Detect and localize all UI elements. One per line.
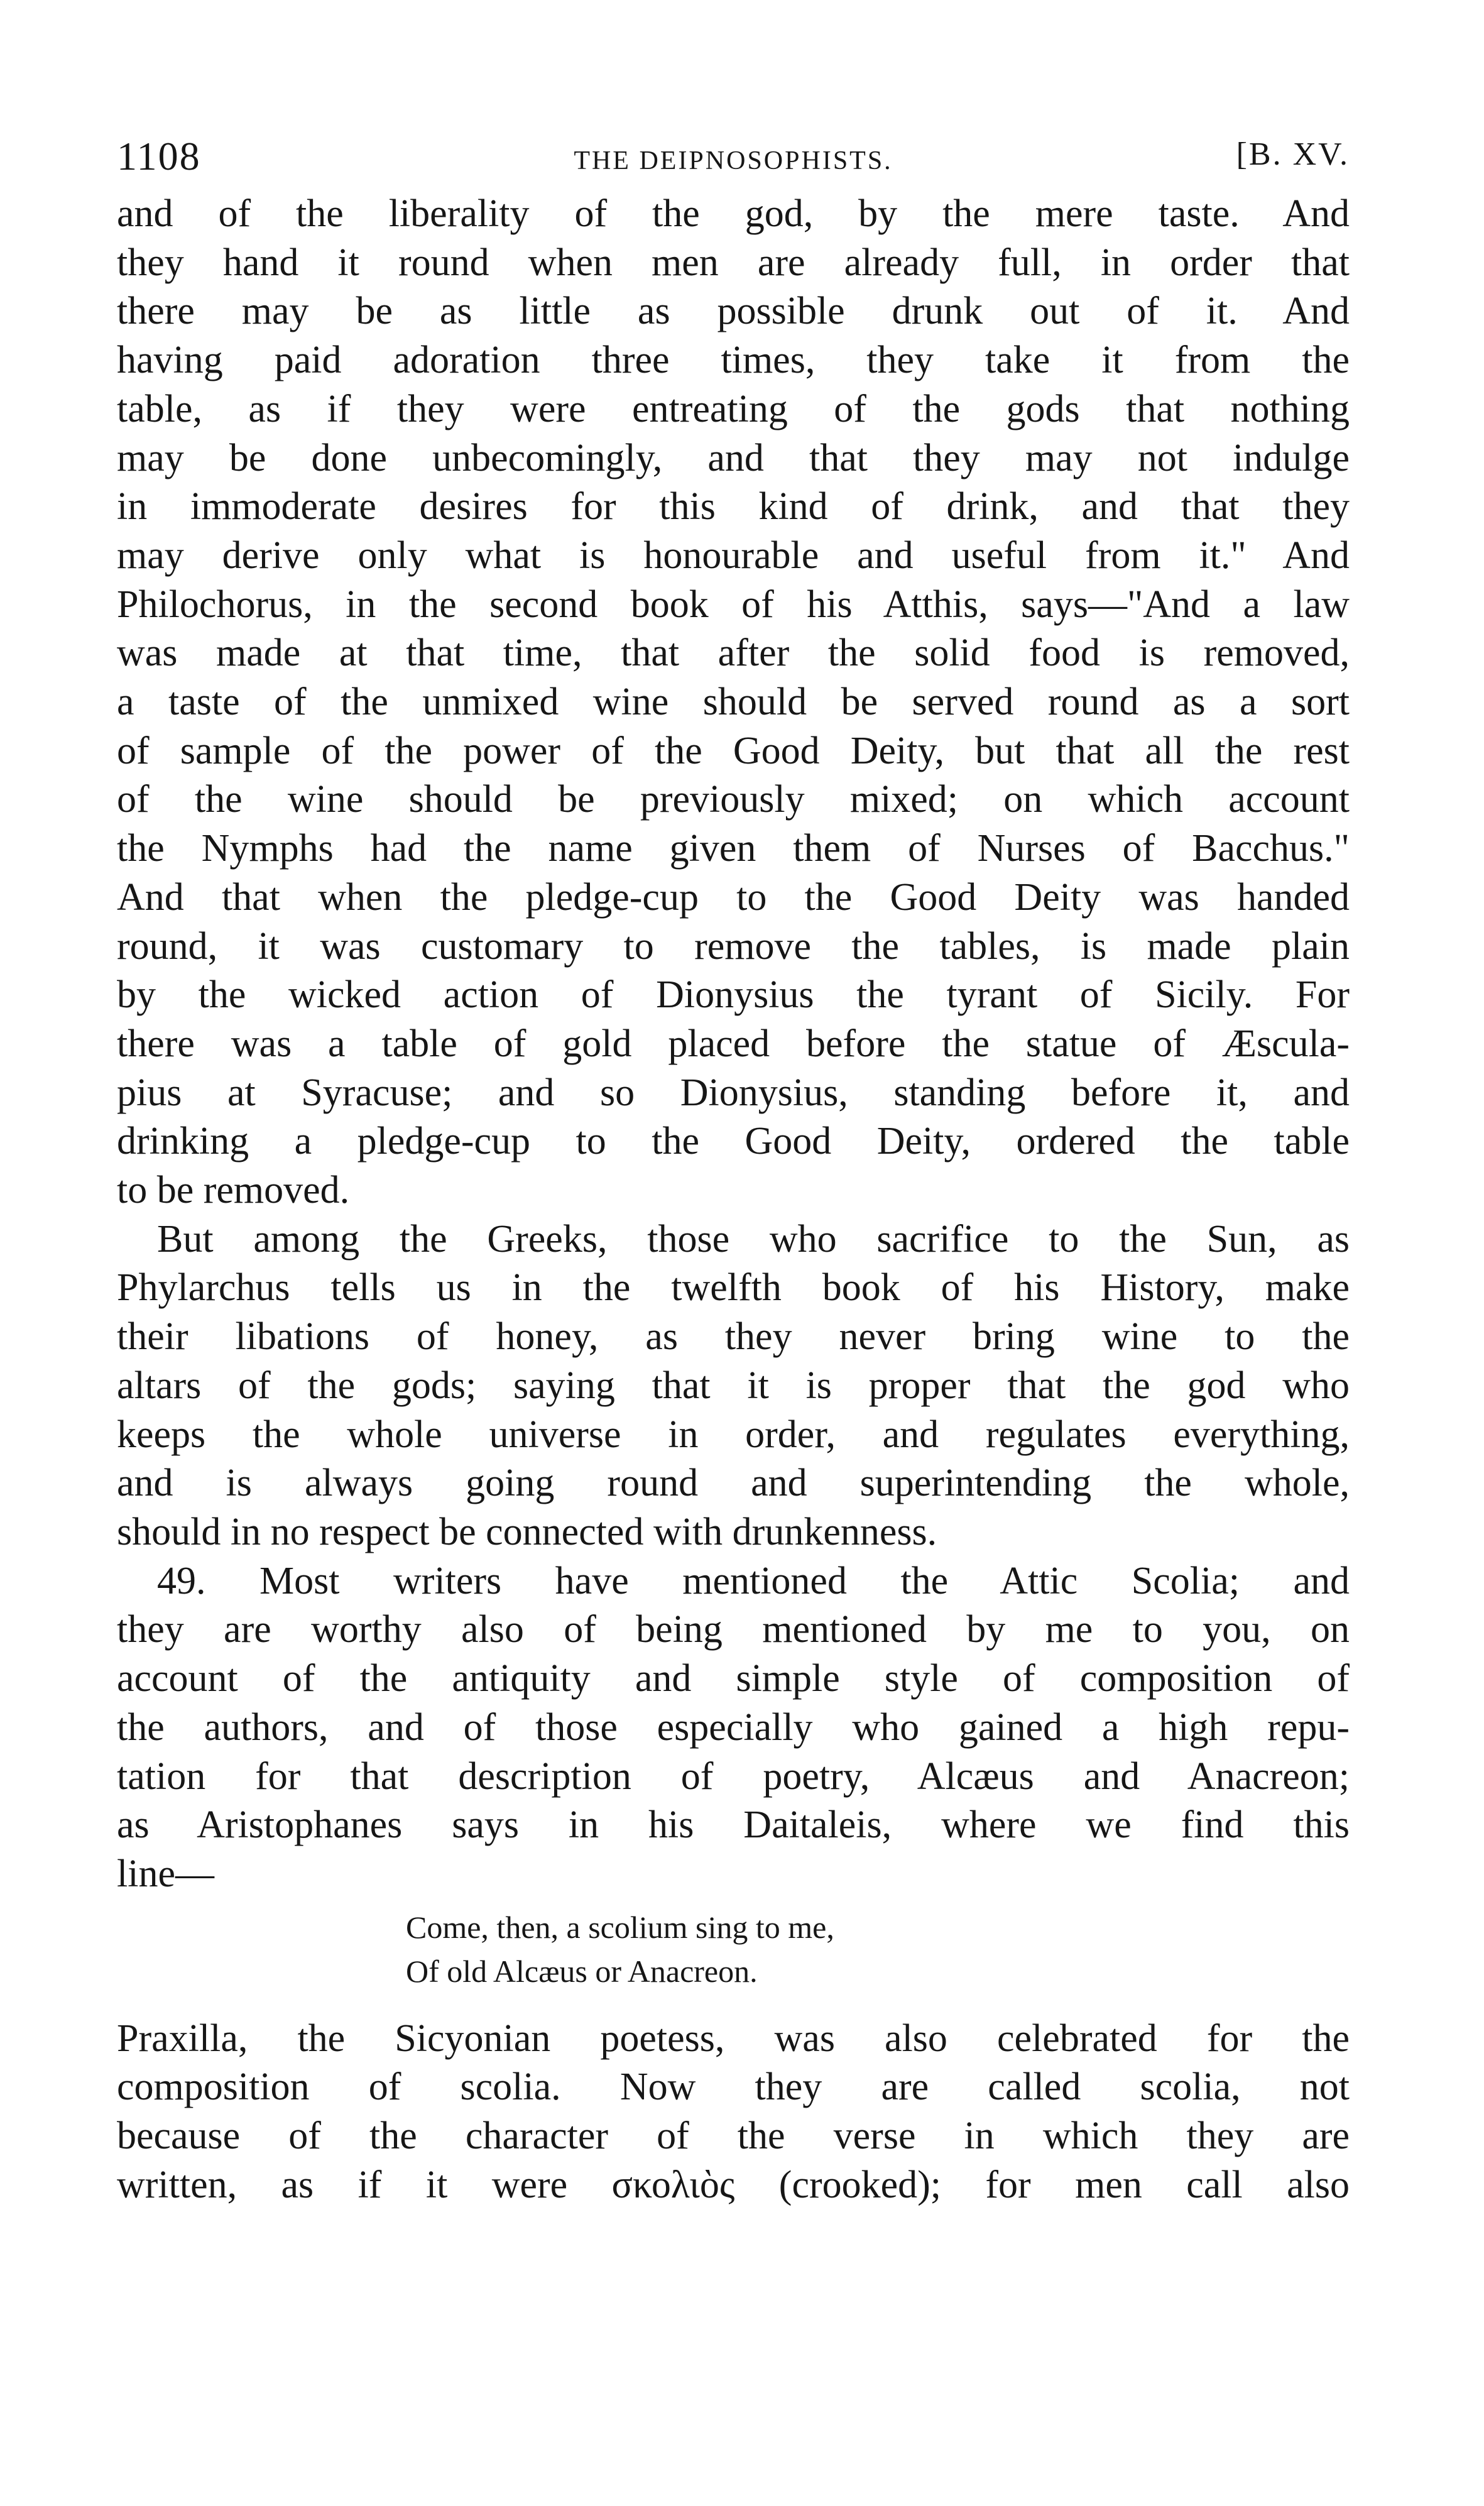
text-line: and of the liberality of the god, by the mere taste. And [117, 192, 1350, 235]
paragraph-4 [117, 2015, 1350, 2210]
text-line: may derive only what is honourable and useful from it." And [117, 533, 1350, 577]
text-line: should in no respect be connected with drunkenness. [117, 1510, 937, 1553]
text-line: account of the antiquity and simple style of composition of [117, 1657, 1350, 1700]
text-line: the Nymphs had the name given them of Nurses of Bacchus." [117, 827, 1350, 870]
text-line: in immoderate desires for this kind of drink, and that they [117, 485, 1350, 528]
text-line: by the wicked action of Dionysius the tyrant of Sicily. For [117, 973, 1350, 1017]
text-line: 49. Most writers have mentioned the Attic Scolia; and [157, 1559, 1350, 1602]
text-line: there may be as little as possible drunk out of it. And [117, 290, 1350, 333]
text-line: written, as if it were σκολιὸς (crooked); for men call also [117, 2163, 1350, 2206]
text-line: their libations of honey, as they never bring wine to the [117, 1315, 1350, 1359]
text-line: But among the Greeks, those who sacrifice to the Sun, as [157, 1217, 1350, 1261]
book-page [117, 133, 1350, 2209]
text-line: they hand it round when men are already full, in order that [117, 241, 1350, 284]
text-line: and is always going round and superintending the whole, [117, 1462, 1350, 1505]
text-line: altars of the gods; saying that it is proper that the god who [117, 1364, 1350, 1407]
text-line: keeps the whole universe in order, and regulates everything, [117, 1413, 1350, 1456]
paragraph-1 [117, 190, 1350, 1215]
text-line: tation for that description of poetry, Alcæus and Anacreon; [117, 1754, 1350, 1798]
text-line: to be removed. [117, 1169, 350, 1212]
verse-line: Of old Alcæus or Anacreon. [406, 1953, 758, 1989]
text-line: a taste of the unmixed wine should be served round as a sort [117, 681, 1350, 724]
text-line: Praxilla, the Sicyonian poetess, was also celebrated for the [117, 2016, 1350, 2060]
text-line: of sample of the power of the Good Deity, but that all the rest [117, 729, 1350, 772]
text-line: Phylarchus tells us in the twelfth book of his History, make [117, 1266, 1350, 1310]
text-line: round, it was customary to remove the tables, is made plain [117, 924, 1350, 968]
book-reference: [B. XV. [1236, 136, 1350, 172]
page-header [117, 133, 1350, 190]
text-line: pius at Syracuse; and so Dionysius, standing before it, and [117, 1071, 1350, 1114]
running-title: THE DEIPNOSOPHISTS. [574, 146, 893, 175]
text-line: And that when the pledge-cup to the Good Deity was handed [117, 875, 1350, 919]
text-line: Philochorus, in the second book of his Atthis, says—"And a law [117, 583, 1350, 626]
text-line: of the wine should be previously mixed; on which account [117, 778, 1350, 821]
main-text [117, 190, 1350, 2209]
text-line: was made at that time, that after the solid food is removed, [117, 632, 1350, 675]
text-line: may be done unbecomingly, and that they may not indulge [117, 436, 1350, 479]
page-number: 1108 [117, 134, 201, 178]
text-line: drinking a pledge-cup to the Good Deity, ordered the table [117, 1120, 1350, 1163]
paragraph-2 [117, 1215, 1350, 1557]
text-line: the authors, and of those especially who gained a high repu- [117, 1705, 1350, 1749]
paragraph-3 [117, 1557, 1350, 1899]
text-line: because of the character of the verse in which they are [117, 2115, 1350, 2158]
text-line: they are worthy also of being mentioned by me to you, on [117, 1608, 1350, 1651]
text-line: composition of scolia. Now they are called scolia, not [117, 2066, 1350, 2109]
verse-quotation [406, 1905, 1350, 1993]
verse-line: Come, then, a scolium sing to me, [406, 1909, 834, 1945]
text-line: as Aristophanes says in his Daitaleis, where we find this [117, 1803, 1350, 1847]
text-line: line— [117, 1852, 214, 1895]
text-line: there was a table of gold placed before the statue of Æscula- [117, 1022, 1350, 1065]
text-line: having paid adoration three times, they take it from the [117, 339, 1350, 382]
text-line: table, as if they were entreating of the gods that nothing [117, 387, 1350, 430]
